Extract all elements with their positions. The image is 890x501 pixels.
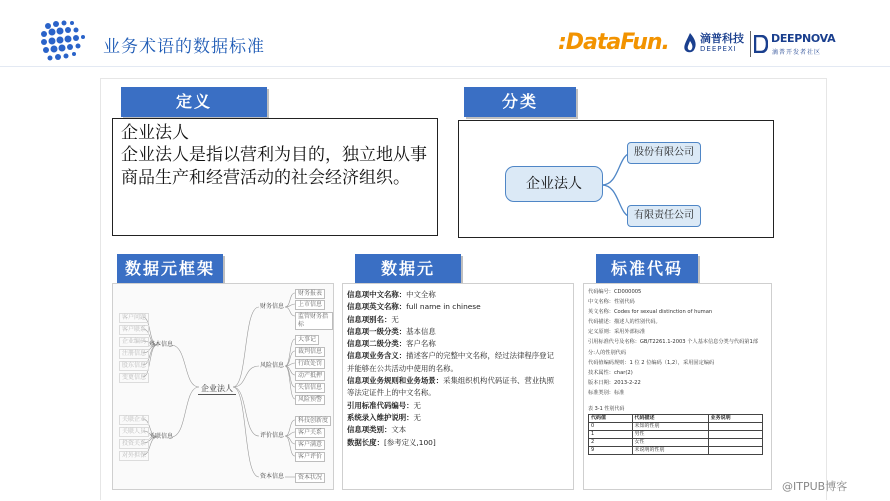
mindmap-branch: 风险信息 bbox=[260, 362, 285, 369]
definition-text: 企业法人是指以营利为目的，独立地从事商品生产和经营活动的社会经济组织。 bbox=[121, 145, 427, 188]
standard-code-line: 分:人的性别代码 bbox=[588, 349, 627, 356]
mindmap-leaf: 客户评价 bbox=[295, 452, 325, 462]
mindmap-branch: 关联信息 bbox=[149, 433, 174, 440]
standard-code-line: 代码值编码规则：1 位 2 位编码（1,2），采用固定编码 bbox=[588, 359, 715, 366]
mindmap-ghost-leaf: 关联人员 bbox=[119, 427, 149, 437]
data-element-key: 系统录入维护说明： bbox=[347, 412, 414, 422]
framework-label: 数据元框架 bbox=[117, 254, 223, 284]
data-element-box bbox=[342, 283, 574, 490]
code-table-cell: 0 bbox=[589, 423, 633, 431]
data-element-line bbox=[347, 301, 569, 313]
mindmap-ghost-leaf: 企业编码 bbox=[119, 337, 149, 347]
code-table-cell: 1 bbox=[589, 431, 633, 439]
code-table-cell bbox=[708, 431, 762, 439]
data-element-value: 等法定证件上的中文名称。 bbox=[347, 388, 436, 398]
data-element-line bbox=[347, 424, 569, 436]
data-element-key: 信息项英文名称： bbox=[347, 302, 407, 312]
code-table-cell bbox=[708, 439, 762, 447]
datafun-logo: :DataFun. bbox=[558, 30, 669, 55]
mindmap-leaf: 客户关系 bbox=[295, 428, 325, 438]
data-element-key: 信息项一级分类： bbox=[347, 326, 407, 336]
data-element-line bbox=[347, 289, 569, 301]
data-element-key: 数据长度： bbox=[347, 437, 384, 447]
mindmap-ghost-leaf: 变更信息 bbox=[119, 373, 149, 383]
mindmap-leaf: 科技创新度 bbox=[295, 416, 331, 426]
classification-root-node: 企业法人 bbox=[505, 166, 603, 202]
data-element-value: [参考定义,100] bbox=[383, 437, 436, 447]
mindmap-leaf: 动产抵押 bbox=[295, 371, 325, 381]
standard-code-label: 标准代码 bbox=[596, 254, 698, 284]
data-element-value: 采集组织机构代码证书、营业执照 bbox=[443, 376, 554, 386]
code-table-cell bbox=[708, 423, 762, 431]
standard-code-line: 引用标准代号及名称：GB/T2261.1-2003 个人基本信息分类与代码第1部 bbox=[588, 339, 758, 346]
logo-dots-icon bbox=[38, 18, 88, 64]
data-element-key: 信息项业务规则和业务场景： bbox=[347, 376, 444, 386]
code-table-row bbox=[589, 439, 763, 447]
data-element-line bbox=[347, 350, 569, 362]
code-table-header: 代码描述 bbox=[632, 415, 708, 423]
mindmap-leaf: 监管财务指标 bbox=[295, 312, 333, 330]
standard-code-line: 代码编号：CD000005 bbox=[588, 289, 642, 295]
data-element-value: 描述客户的完整中文名称，经过法律程序登记 bbox=[406, 351, 554, 361]
code-table-header: 业务说明 bbox=[708, 415, 762, 423]
data-element-line bbox=[347, 363, 569, 375]
code-table-cell: 男性 bbox=[632, 431, 708, 439]
slide-title: 业务术语的数据标准 bbox=[103, 37, 265, 57]
data-element-key: 信息项业务含义： bbox=[347, 351, 407, 361]
mindmap-leaf: 客户满意 bbox=[295, 440, 325, 450]
classification-child-node: 有限责任公司 bbox=[627, 205, 701, 227]
data-element-line bbox=[347, 375, 569, 387]
code-table-row bbox=[589, 431, 763, 439]
mindmap-leaf: 财务报表 bbox=[295, 289, 325, 299]
code-table-header: 代码值 bbox=[589, 415, 633, 423]
code-table-cell: 未说明的性别 bbox=[632, 447, 708, 455]
mindmap-ghost-leaf: 客户问题 bbox=[119, 313, 149, 323]
mindmap-ghost-leaf: 投资关系 bbox=[119, 439, 149, 449]
standard-code-line: 中文名称：性别代码 bbox=[588, 299, 635, 306]
code-table-cell: 2 bbox=[589, 439, 633, 447]
data-element-value: 客户名称 bbox=[406, 339, 436, 349]
definition-box bbox=[112, 118, 438, 236]
deepnova-logo: DEEPNOVA 滴普开发者社区 bbox=[754, 30, 830, 60]
mindmap-leaf: 风险预警 bbox=[295, 395, 325, 405]
code-table-row bbox=[589, 423, 763, 431]
standard-code-line: 英文名称：Codes for sexual distinction of human bbox=[588, 309, 713, 316]
definition-label: 定义 bbox=[121, 87, 267, 117]
mindmap-leaf: 行政处罚 bbox=[295, 359, 325, 369]
code-table-cell: 9 bbox=[589, 447, 633, 455]
mindmap-ghost-leaf: 对外担保 bbox=[119, 451, 149, 461]
header-divider bbox=[0, 66, 890, 67]
mindmap-root: 企业法人 bbox=[198, 383, 236, 395]
code-table-cell: 女性 bbox=[632, 439, 708, 447]
code-table-caption: 表 3-1 性别代码 bbox=[588, 406, 625, 413]
data-element-key: 信息项二级分类： bbox=[347, 339, 407, 349]
framework-mindmap bbox=[112, 283, 334, 490]
dipu-logo: 滴普科技 DEEPEXI bbox=[680, 28, 746, 62]
code-table bbox=[588, 414, 763, 455]
data-element-line bbox=[347, 338, 569, 350]
data-element-line bbox=[347, 326, 569, 338]
data-element-line bbox=[347, 412, 569, 424]
data-element-value: full name in chinese bbox=[406, 302, 481, 312]
data-element-label: 数据元 bbox=[355, 254, 461, 284]
data-element-key: 引用标准代码编号： bbox=[347, 400, 414, 410]
classification-child-node: 股份有限公司 bbox=[627, 142, 701, 164]
mindmap-leaf: 裁判信息 bbox=[295, 347, 325, 357]
data-element-value: 无 bbox=[413, 400, 421, 410]
mindmap-branch: 基本信息 bbox=[149, 341, 174, 348]
code-table-row bbox=[589, 447, 763, 455]
standard-code-line: 版本日期：2013-2-22 bbox=[588, 379, 641, 386]
data-element-line bbox=[347, 314, 569, 326]
data-element-key: 信息项类别： bbox=[347, 425, 392, 435]
code-table-cell: 未知的性别 bbox=[632, 423, 708, 431]
mindmap-leaf: 资本状况 bbox=[295, 473, 325, 483]
mindmap-branch: 财务信息 bbox=[260, 303, 285, 310]
data-element-line bbox=[347, 400, 569, 412]
dipu-flame-icon bbox=[682, 32, 698, 54]
standard-code-box bbox=[583, 283, 772, 490]
logo-separator bbox=[750, 31, 751, 57]
standard-code-line: 定义原则：采用外部标准 bbox=[588, 329, 646, 336]
data-element-value: 文本 bbox=[391, 425, 407, 435]
mindmap-branch: 评价信息 bbox=[260, 432, 285, 439]
data-element-key: 信息项中文名称： bbox=[347, 290, 407, 299]
standard-code-line: 技术属性：char(2) bbox=[588, 369, 633, 376]
watermark: @ITPUB博客 bbox=[782, 480, 848, 493]
mindmap-branch: 资本信息 bbox=[260, 473, 285, 480]
data-element-line bbox=[347, 437, 569, 449]
data-element-value: 中文全称 bbox=[406, 290, 436, 299]
classification-label: 分类 bbox=[464, 87, 576, 117]
data-element-line bbox=[347, 387, 569, 399]
mindmap-leaf: 失信信息 bbox=[295, 383, 325, 393]
data-element-key: 信息项别名： bbox=[347, 314, 392, 324]
definition-term: 企业法人 bbox=[121, 123, 189, 143]
data-element-value: 基本信息 bbox=[406, 326, 436, 336]
code-table-cell bbox=[708, 447, 762, 455]
mindmap-ghost-leaf: 注册信息 bbox=[119, 349, 149, 359]
deepnova-mark-icon bbox=[754, 35, 768, 53]
mindmap-leaf: 大事记 bbox=[295, 335, 319, 345]
mindmap-ghost-leaf: 客户联系 bbox=[119, 325, 149, 335]
standard-code-line: 代码描述：描述人的性别代码。 bbox=[588, 319, 661, 326]
data-element-value: 无 bbox=[391, 314, 399, 324]
data-element-value: 无 bbox=[413, 412, 421, 422]
mindmap-leaf: 上市信息 bbox=[295, 300, 325, 310]
standard-code-line: 标准类别：标准 bbox=[588, 389, 625, 396]
mindmap-ghost-leaf: 股东信息 bbox=[119, 361, 149, 371]
mindmap-ghost-leaf: 关联企业 bbox=[119, 415, 149, 425]
data-element-value: 并能够在公共活动中使用的名称。 bbox=[347, 363, 458, 373]
